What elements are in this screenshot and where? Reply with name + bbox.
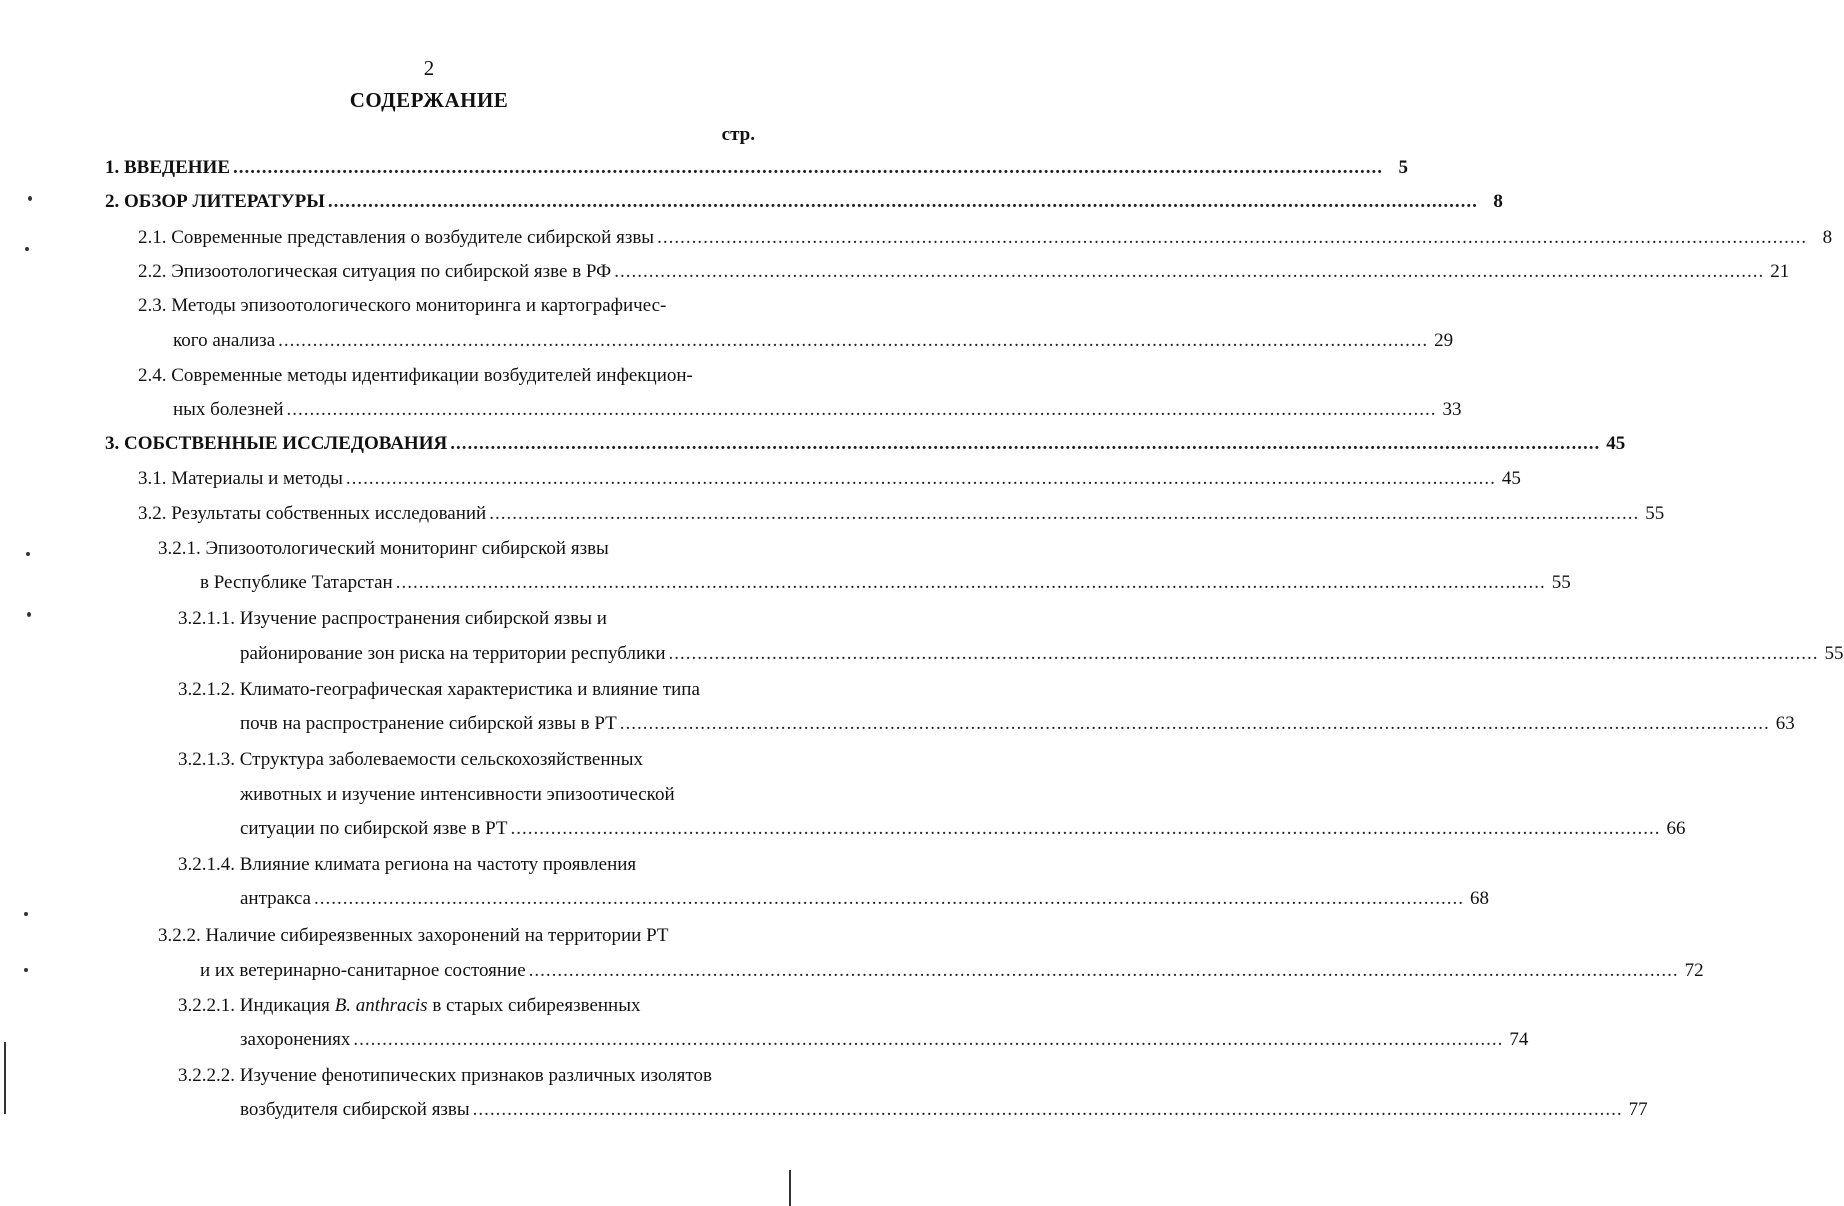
toc-entry-first-line xyxy=(138,360,693,392)
toc-entry-first-line xyxy=(178,744,643,776)
toc-entry-number: 2.2. xyxy=(138,261,167,282)
leader-dots xyxy=(529,955,1679,987)
toc-entry-last-line xyxy=(200,567,1571,599)
toc-entry-title: Наличие сибиреязвенных захоронений на территории РТ xyxy=(205,925,669,946)
toc-entry-number: 3.2.1.1. xyxy=(178,608,235,629)
toc-entry-number: 3.2.2.1. xyxy=(178,995,235,1016)
toc-entry-page: 66 xyxy=(1666,818,1686,839)
toc-entry xyxy=(105,152,1408,184)
toc-entry-first-line xyxy=(178,1060,712,1092)
toc-entry-page: 55 xyxy=(1551,572,1571,593)
toc-entry-number: 3.2. xyxy=(138,503,167,524)
toc-entry-page: 33 xyxy=(1442,399,1462,420)
toc-entry-title-cont: районирование зон риска на территории республики xyxy=(240,643,666,664)
toc-entry-number: 2. xyxy=(105,191,120,212)
toc-entry-title-cont: возбудителя сибирской язвы xyxy=(240,1099,470,1120)
toc-entry-title: Влияние климата региона на частоту проявления xyxy=(239,854,637,875)
leader-dots xyxy=(669,638,1819,670)
toc-entry-page: 63 xyxy=(1775,713,1795,734)
toc-entry-number: 3.2.1.2. xyxy=(178,679,235,700)
toc-entry-title: Современные представления о возбудителе сибирской язвы xyxy=(171,227,655,248)
toc-entry-title-cont: захоронениях xyxy=(240,1029,351,1050)
toc-entry xyxy=(138,256,1790,288)
toc-entry-last-line xyxy=(200,955,1704,987)
toc-entry-title: Материалы и методы xyxy=(171,468,343,489)
toc-entry-first-line xyxy=(158,533,609,565)
toc-entry-number: 1. xyxy=(105,157,120,178)
toc-entry-page: 74 xyxy=(1509,1029,1529,1050)
leader-dots xyxy=(450,428,1600,460)
toc-entry-title: Методы эпизоотологического мониторинга и картографичес- xyxy=(171,295,667,316)
scan-speck xyxy=(27,612,31,617)
toc-entry-title: Изучение распространения сибирской язвы и xyxy=(239,608,607,629)
toc-entry-page: 8 xyxy=(1822,227,1833,248)
toc-entry-middle-line xyxy=(240,779,675,811)
toc-entry-title: Эпизоотологический мониторинг сибирской язвы xyxy=(205,538,609,559)
toc-entry-title: Структура заболеваемости сельскохозяйственных xyxy=(239,749,643,770)
page-column-label: стр. xyxy=(721,124,755,145)
toc-entry-page: 77 xyxy=(1628,1099,1648,1120)
species-name: B. anthracis xyxy=(334,995,428,1016)
toc-entry-page: 8 xyxy=(1493,191,1503,212)
leader-dots xyxy=(657,222,1807,254)
leader-dots xyxy=(278,325,1428,357)
toc-entry-page: 45 xyxy=(1501,468,1521,489)
toc-entry-number: 3. xyxy=(105,433,120,454)
toc-entry-last-line xyxy=(240,1024,1529,1056)
leader-dots xyxy=(287,394,1437,426)
toc-entry-title: ОБЗОР ЛИТЕРАТУРЫ xyxy=(124,191,325,212)
toc-entry-number: 2.1. xyxy=(138,227,167,248)
leader-dots xyxy=(473,1094,1623,1126)
leader-dots xyxy=(328,186,1478,218)
toc-entry-first-line xyxy=(178,674,700,706)
toc-entry-title-cont: и их ветеринарно-санитарное состояние xyxy=(200,960,526,981)
toc-entry-page: 29 xyxy=(1434,330,1454,351)
toc-entry-number: 3.2.2. xyxy=(158,925,201,946)
toc-entry xyxy=(105,186,1503,218)
page-number: 2 xyxy=(423,56,435,80)
toc-entry-page: 21 xyxy=(1770,261,1790,282)
toc-entry-first-line xyxy=(178,849,636,881)
scan-speck xyxy=(28,196,32,201)
scan-speck xyxy=(25,247,29,251)
toc-entry-title: Изучение фенотипических признаков различных изолятов xyxy=(239,1065,712,1086)
leader-dots xyxy=(614,256,1764,288)
toc-entry-title-cont: ситуации по сибирской язве в РТ xyxy=(240,818,508,839)
toc-entry-last-line xyxy=(240,813,1686,845)
scan-speck xyxy=(24,968,28,972)
toc-entry-title-cont: кого анализа xyxy=(173,330,276,351)
scan-edge-mark xyxy=(789,1170,791,1206)
toc-entry-page: 72 xyxy=(1684,960,1704,981)
toc-entry xyxy=(138,463,1521,495)
leader-dots xyxy=(620,708,1770,740)
toc-entry-title: Климато-географическая характеристика и влияние типа xyxy=(239,679,700,700)
toc-entry-title: Результаты собственных исследований xyxy=(171,503,487,524)
toc-entry-page: 45 xyxy=(1606,433,1626,454)
page-title: СОДЕРЖАНИЕ xyxy=(349,88,509,112)
toc-entry-page: 5 xyxy=(1398,157,1408,178)
toc-entry xyxy=(138,498,1665,530)
toc-entry-title-cont: животных и изучение интенсивности эпизоотической xyxy=(240,784,675,805)
toc-entry-title-rest: в старых сибиреязвенных xyxy=(432,995,641,1016)
scan-speck xyxy=(26,552,30,556)
leader-dots xyxy=(489,498,1639,530)
toc-entry-number: 2.4. xyxy=(138,365,167,386)
leader-dots xyxy=(353,1024,1503,1056)
leader-dots xyxy=(510,813,1660,845)
toc-entry xyxy=(105,428,1626,460)
leader-dots xyxy=(314,883,1464,915)
toc-entry-last-line xyxy=(173,394,1462,426)
toc-entry-first-line xyxy=(178,990,640,1022)
toc-entry-title: Эпизоотологическая ситуация по сибирской язве в РФ xyxy=(171,261,612,282)
toc-entry-title: ВВЕДЕНИЕ xyxy=(124,157,230,178)
leader-dots xyxy=(346,463,1496,495)
toc-entry-last-line xyxy=(240,638,1844,670)
toc-entry-title: Современные методы идентификации возбудителей инфекцион- xyxy=(171,365,693,386)
toc-entry-number: 3.2.1.4. xyxy=(178,854,235,875)
toc-entry xyxy=(138,222,1833,254)
toc-entry-number: 3.2.1.3. xyxy=(178,749,235,770)
toc-entry-first-line xyxy=(178,603,607,635)
toc-entry-number: 3.1. xyxy=(138,468,167,489)
scan-speck xyxy=(24,912,28,916)
toc-entry-number: 2.3. xyxy=(138,295,167,316)
toc-entry-page: 55 xyxy=(1645,503,1665,524)
toc-entry-last-line xyxy=(240,1094,1648,1126)
toc-entry-last-line xyxy=(173,325,1454,357)
toc-entry-page: 55 xyxy=(1824,643,1844,664)
toc-entry-title-cont: почв на распространение сибирской язвы в РТ xyxy=(240,713,617,734)
toc-entry-last-line xyxy=(240,708,1795,740)
toc-entry-first-line xyxy=(158,920,669,952)
toc-entry-first-line xyxy=(138,290,666,322)
toc-entry-last-line xyxy=(240,883,1489,915)
toc-entry-page: 68 xyxy=(1469,888,1489,909)
leader-dots xyxy=(396,567,1546,599)
toc-entry-title-cont: антракса xyxy=(240,888,311,909)
toc-entry-number: 3.2.2.2. xyxy=(178,1065,235,1086)
toc-entry-number: 3.2.1. xyxy=(158,538,201,559)
scan-edge-mark xyxy=(4,1042,6,1114)
toc-entry-title-cont: в Республике Татарстан xyxy=(200,572,393,593)
toc-entry-title: Индикация xyxy=(239,995,330,1016)
toc-entry-title: СОБСТВЕННЫЕ ИССЛЕДОВАНИЯ xyxy=(124,433,448,454)
toc-entry-title-cont: ных болезней xyxy=(173,399,284,420)
leader-dots xyxy=(233,152,1383,184)
